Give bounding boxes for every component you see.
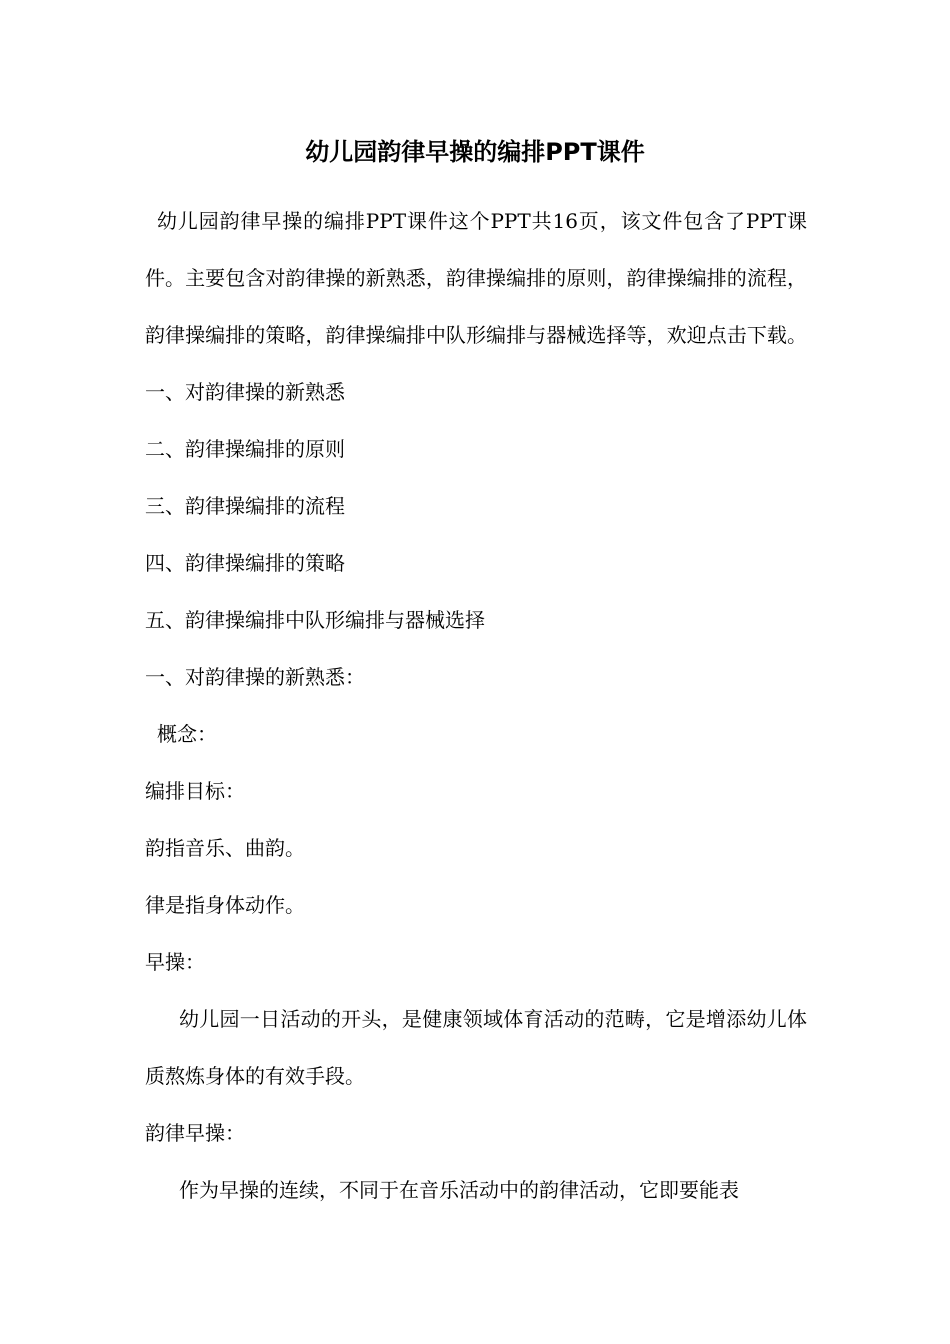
outline-item-2: 二、韵律操编排的原则 <box>145 437 345 461</box>
lv-definition: 律是指身体动作。 <box>145 893 305 917</box>
morning-exercise-label: 早操： <box>145 950 205 974</box>
rhythmic-exercise-paragraph: 作为早操的连续，不同于在音乐活动中的韵律活动，它即要能表 <box>179 1178 739 1202</box>
concept-label: 概念： <box>157 722 217 746</box>
intro-paragraph: 幼儿园韵律早操的编排PPT课件这个PPT共16页，该文件包含了PPT课件。主要包含对韵律操的新熟悉，韵律操编排的原则，韵律操编排的流程，韵律操编排的策略，韵律操编排中队形编排与器械选择等，欢迎点击下载。一、对韵律操的新熟悉 <box>145 209 807 404</box>
yun-definition: 韵指音乐、曲韵。 <box>145 836 305 860</box>
outline-item-3: 三、韵律操编排的流程 <box>145 494 345 518</box>
document-title: 幼儿园韵律早操的编排PPT课件 <box>305 138 645 166</box>
morning-exercise-paragraph: 幼儿园一日活动的开头，是健康领域体育活动的范畴，它是增添幼儿体质熬炼身体的有效手段。 <box>145 1007 807 1088</box>
document-body <box>145 193 807 1219</box>
outline-item-4: 四、韵律操编排的策略 <box>145 551 345 575</box>
outline-item-5: 五、韵律操编排中队形编排与器械选择 <box>145 608 485 632</box>
section-heading-1: 一、对韵律操的新熟悉： <box>145 665 365 689</box>
rhythmic-exercise-label: 韵律早操： <box>145 1121 245 1145</box>
goal-label: 编排目标： <box>145 779 245 803</box>
